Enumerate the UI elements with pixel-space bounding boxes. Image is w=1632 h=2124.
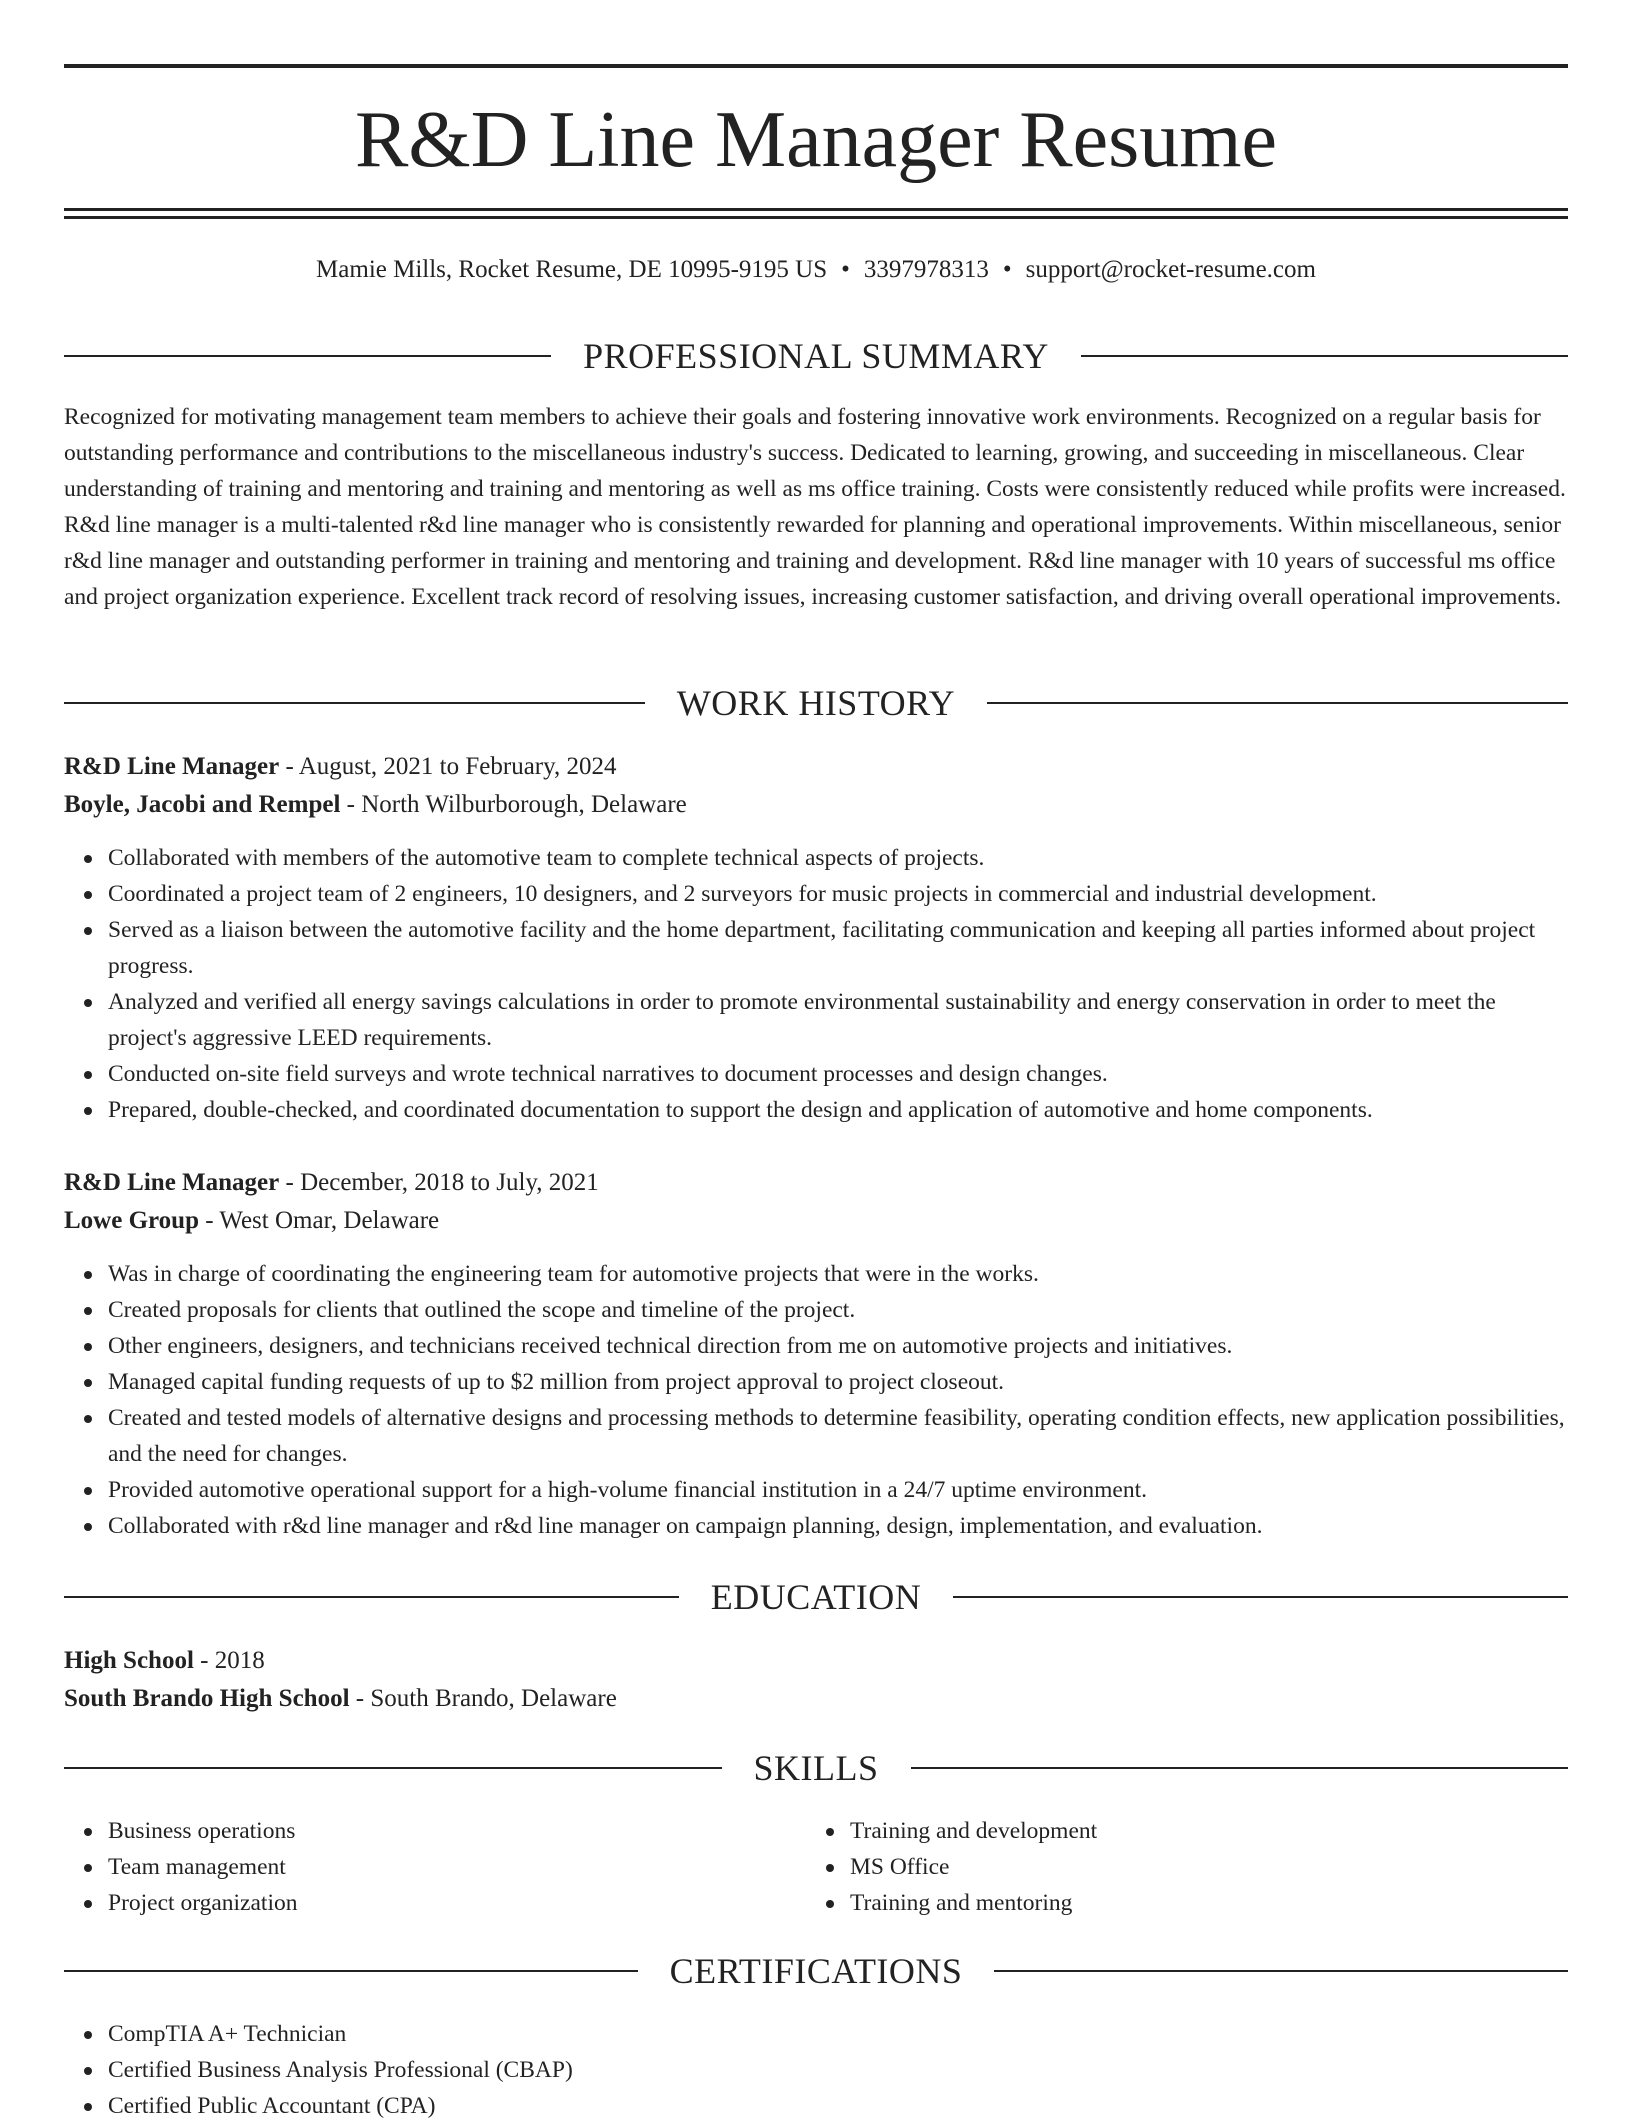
- education-location: - South Brando, Delaware: [349, 1685, 617, 1712]
- heading-rule: [64, 355, 551, 357]
- list-item: Project organization: [108, 1885, 1568, 1921]
- list-item: Collaborated with members of the automotive team to complete technical aspects of projects.: [108, 840, 1568, 876]
- heading-label: EDUCATION: [710, 1577, 922, 1617]
- heading-rule: [911, 1767, 1569, 1769]
- contact-phone: 3397978313: [863, 256, 989, 283]
- certifications-list: [64, 2016, 1568, 2124]
- skills-list-right: [806, 1813, 1632, 1921]
- heading-rule: [994, 1970, 1568, 1972]
- heading-label: SKILLS: [753, 1748, 879, 1788]
- list-item: Certified Business Analysis Professional (CBAP): [108, 2052, 1568, 2088]
- list-item: Was in charge of coordinating the engineering team for automotive projects that were in the works.: [108, 1256, 1568, 1292]
- contact-separator: •: [1002, 256, 1012, 283]
- job-company: Lowe Group: [64, 1207, 199, 1234]
- job-title-line: [64, 749, 1568, 785]
- education-year: - 2018: [193, 1647, 265, 1674]
- heading-label: WORK HISTORY: [676, 683, 956, 723]
- title-rule-upper: [64, 208, 1568, 211]
- list-item: Certified Public Accountant (CPA): [108, 2088, 1568, 2124]
- section-heading-skills: [64, 1746, 1568, 1790]
- contact-address: Mamie Mills, Rocket Resume, DE 10995-9195 US: [316, 256, 828, 283]
- section-heading-work-history: [64, 681, 1568, 725]
- education-school-line: [64, 1681, 1568, 1717]
- top-rule: [64, 64, 1568, 68]
- education-degree-line: [64, 1643, 1568, 1679]
- title-rule-lower: [64, 216, 1568, 219]
- heading-label: CERTIFICATIONS: [669, 1951, 963, 1991]
- job-bullets: [64, 840, 1568, 1128]
- list-item: Provided automotive operational support for a high-volume financial institution in a 24/7 uptime environment.: [108, 1472, 1568, 1508]
- page-title: R&D Line Manager Resume: [355, 96, 1277, 184]
- list-item: CompTIA A+ Technician: [108, 2016, 1568, 2052]
- list-item: Other engineers, designers, and technicians received technical direction from me on automotive projects and initiatives.: [108, 1328, 1568, 1364]
- section-heading-certifications: [64, 1949, 1568, 1993]
- list-item: Coordinated a project team of 2 engineers, 10 designers, and 2 surveyors for music projects in commercial and industrial development.: [108, 876, 1568, 912]
- job-location: - West Omar, Delaware: [198, 1207, 440, 1234]
- heading-label: PROFESSIONAL SUMMARY: [583, 336, 1049, 376]
- heading-rule: [64, 1767, 722, 1769]
- list-item: Conducted on-site field surveys and wrote technical narratives to document processes and design changes.: [108, 1056, 1568, 1092]
- list-item: Created and tested models of alternative designs and processing methods to determine feasibility, operating condition effects, new application possibilities, and the need for changes.: [108, 1400, 1568, 1472]
- section-heading-education: [64, 1575, 1568, 1619]
- heading-rule: [64, 1970, 638, 1972]
- job-company: Boyle, Jacobi and Rempel: [64, 791, 341, 818]
- list-item: Training and development: [850, 1813, 1632, 1849]
- list-item: Collaborated with r&d line manager and r&d line manager on campaign planning, design, implementation, and evaluation.: [108, 1508, 1568, 1544]
- list-item: Managed capital funding requests of up to $2 million from project approval to project closeout.: [108, 1364, 1568, 1400]
- section-heading-summary: [64, 334, 1568, 378]
- summary-text: Recognized for motivating management team members to achieve their goals and fostering innovative work environments. Recognized on a regular basis for outstanding performance and contributions to the miscellaneous industry's success. Dedicated to learning, growing, and succeeding in miscellaneous. Clear understanding of training and mentoring and training and mentoring as well as ms office training. Costs were consistently reduced while profits were increased. R&d line manager is a multi-talented r&d line manager who is consistently rewarded for planning and operational improvements. Within miscellaneous, senior r&d line manager and outstanding performer in training and mentoring and training and development. R&d line manager with 10 years of successful ms office and project organization experience. Excellent track record of resolving issues, increasing customer satisfaction, and driving overall operational improvements.: [64, 404, 1566, 610]
- education-school: South Brando High School: [64, 1685, 350, 1712]
- job-title: R&D Line Manager: [64, 1169, 280, 1196]
- job-location: - North Wilburborough, Delaware: [340, 791, 687, 818]
- list-item: Prepared, double-checked, and coordinated documentation to support the design and application of automotive and home components.: [108, 1092, 1568, 1128]
- heading-rule: [987, 702, 1568, 704]
- job-title: R&D Line Manager: [64, 753, 280, 780]
- contact-separator: •: [841, 256, 850, 283]
- list-item: MS Office: [850, 1849, 1632, 1885]
- list-item: Team management: [108, 1849, 1568, 1885]
- contact-line: [64, 254, 1568, 286]
- job-bullets: [64, 1256, 1568, 1544]
- list-item: Served as a liaison between the automotive facility and the home department, facilitating communication and keeping all parties informed about project progress.: [108, 912, 1568, 984]
- job-company-line: [64, 1203, 1568, 1239]
- list-item: Business operations: [108, 1813, 1568, 1849]
- heading-rule: [64, 1596, 679, 1598]
- education-degree: High School: [64, 1647, 194, 1674]
- job-dates: - August, 2021 to February, 2024: [279, 753, 617, 780]
- heading-rule: [64, 702, 645, 704]
- list-item: Training and mentoring: [850, 1885, 1632, 1921]
- job-title-line: [64, 1165, 1568, 1201]
- heading-rule: [1081, 355, 1568, 357]
- heading-rule: [953, 1596, 1568, 1598]
- contact-email: support@rocket-resume.com: [1025, 256, 1316, 283]
- job-company-line: [64, 787, 1568, 823]
- job-dates: - December, 2018 to July, 2021: [279, 1169, 599, 1196]
- list-item: Created proposals for clients that outlined the scope and timeline of the project.: [108, 1292, 1568, 1328]
- list-item: Analyzed and verified all energy savings calculations in order to promote environmental sustainability and energy conservation in order to meet the project's aggressive LEED requirements.: [108, 984, 1568, 1056]
